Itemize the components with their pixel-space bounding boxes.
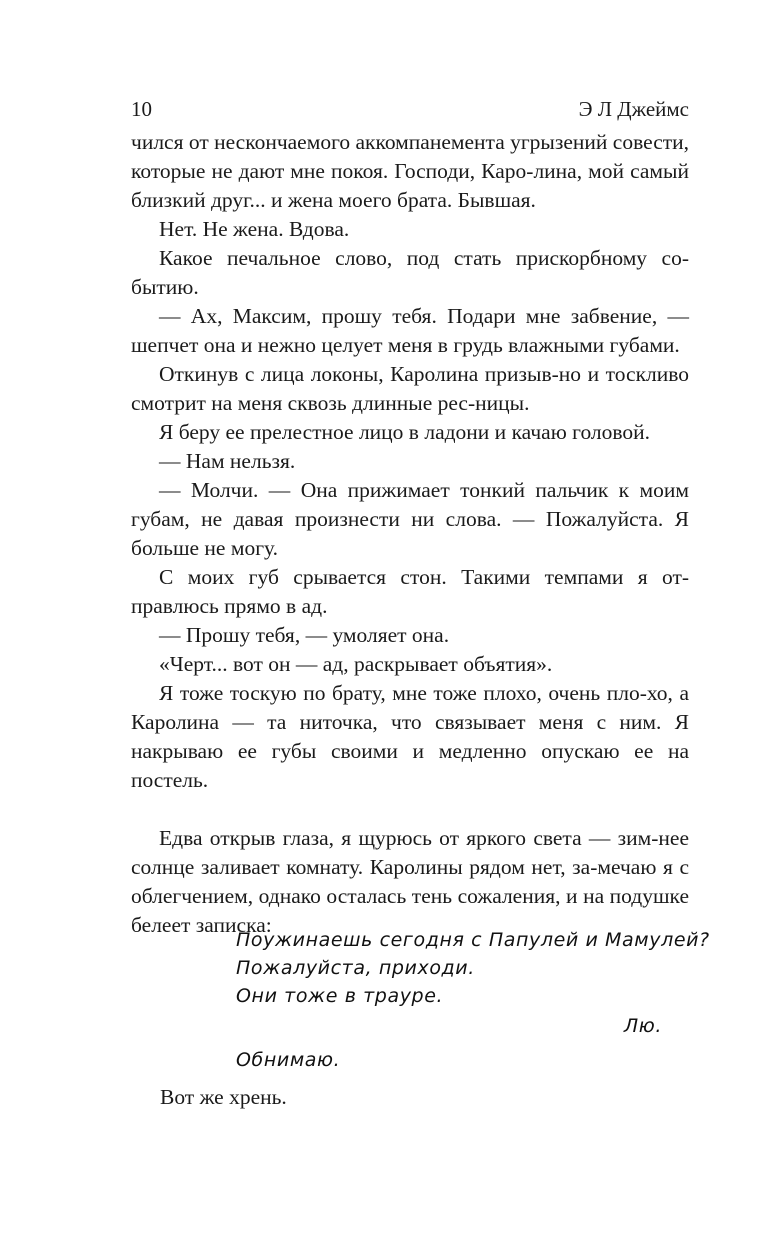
running-title: Э Л Джеймс xyxy=(578,97,689,121)
paragraph: С моих губ срывается стон. Такими темпами я от-правлюсь прямо в ад. xyxy=(131,565,689,618)
final-line: Вот же хрень. xyxy=(160,1085,287,1109)
note-line: Поужинаешь сегодня с Папулей и Мамулей? xyxy=(236,929,710,951)
note-line: Пожалуйста, приходи. xyxy=(236,957,475,979)
paragraph: — Ах, Максим, прошу тебя. Подари мне забвение, — шепчет она и нежно целует меня в грудь влажными губами. xyxy=(131,304,689,357)
body-text xyxy=(131,128,689,940)
paragraph: — Молчи. — Она прижимает тонкий пальчик к моим губам, не давая произнести ни слова. — Пожалуйста. Я больше не могу. xyxy=(131,478,689,560)
note-line: Они тоже в трауре. xyxy=(236,985,444,1007)
paragraph: — Нам нельзя. xyxy=(159,449,296,473)
page-number: 10 xyxy=(131,97,152,121)
paragraph: Какое печальное слово, под стать прискорбному со-бытию. xyxy=(131,246,689,299)
note-closing: Обнимаю. xyxy=(236,1049,341,1071)
paragraph: Откинув с лица локоны, Каролина призыв-но и тоскливо смотрит на меня сквозь длинные рес-ницы. xyxy=(131,362,689,415)
paragraph: Едва открыв глаза, я щурюсь от яркого света — зим-нее солнце заливает комнату. Каролины рядом нет, за-мечаю я с облегчением, однако осталась тень сожаления, и на подушке белеет записка: xyxy=(131,826,689,937)
paragraph: Нет. Не жена. Вдова. xyxy=(159,217,350,241)
paragraph: чился от нескончаемого аккомпанемента угрызений совести, которые не дают мне покоя. Господи, Каро-лина, мой самый близкий друг... и жена моего брата. Бывшая. xyxy=(131,130,690,212)
paragraph: — Прошу тебя, — умоляет она. xyxy=(159,623,450,647)
paragraph: Я беру ее прелестное лицо в ладони и качаю головой. xyxy=(159,420,651,444)
note-signature: Лю. xyxy=(623,1015,662,1037)
handwritten-note xyxy=(236,926,710,1074)
paragraph: «Черт... вот он — ад, раскрывает объятия». xyxy=(159,652,553,676)
paragraph: Я тоже тоскую по брату, мне тоже плохо, очень пло-хо, а Каролина — та ниточка, что связывает меня с ним. Я накрываю ее губы своими и медленно опускаю ее на постель. xyxy=(131,681,689,792)
section-break xyxy=(131,795,689,824)
running-head xyxy=(131,96,689,122)
